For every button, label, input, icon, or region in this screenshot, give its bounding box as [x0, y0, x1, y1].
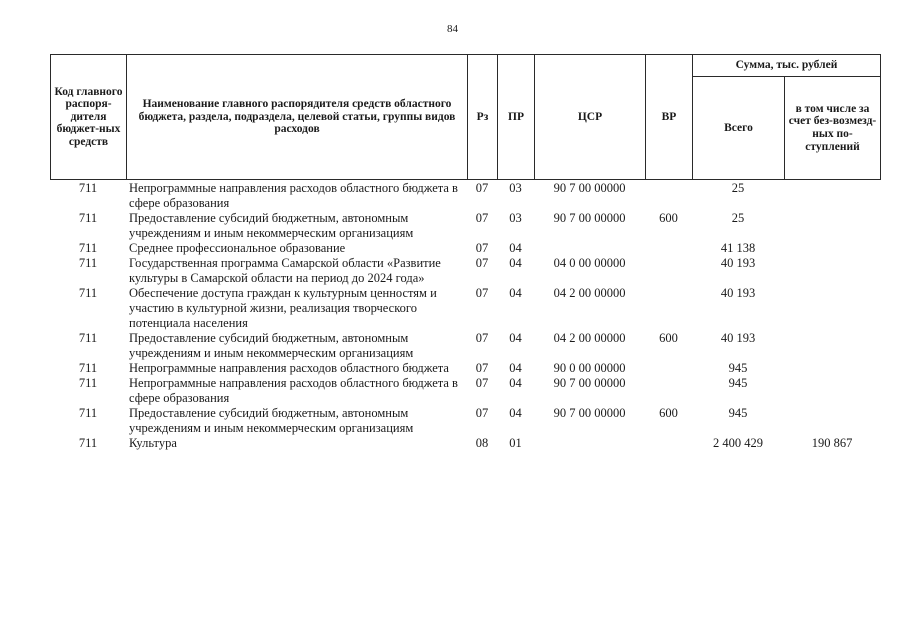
name-cell: Непрограммные направления расходов областного бюджета в сфере образования — [129, 181, 458, 210]
bez-cell — [784, 211, 880, 241]
kod-cell: 711 — [78, 286, 98, 300]
bez-cell — [784, 256, 880, 286]
bez-cell: 190 867 — [811, 436, 853, 450]
header-total: Всего — [693, 77, 785, 180]
header-name: Наименование главного распорядителя средств областного бюджета, раздела, подраздела, целевой статьи, группы видов расходов — [127, 55, 468, 180]
kod-cell: 711 — [78, 256, 98, 270]
total-cell: 40 193 — [720, 256, 756, 270]
rz-cell: 07 — [475, 286, 489, 300]
rz-cell: 07 — [475, 241, 489, 255]
bez-cell — [784, 361, 880, 376]
pr-cell: 03 — [509, 181, 522, 195]
total-cell: 945 — [728, 361, 748, 375]
name-cell: Предоставление субсидий бюджетным, автономным учреждениям и иным некоммерческим организациям — [129, 406, 414, 435]
kod-cell: 711 — [78, 181, 98, 195]
rz-cell: 07 — [475, 181, 489, 195]
vr-cell — [645, 436, 692, 451]
table-row — [50, 436, 880, 451]
header-kod: Код главного распоря-дителя бюджет-ных средств — [51, 55, 127, 180]
name-cell: Государственная программа Самарской области «Развитие культуры в Самарской области на период до 2024 года» — [129, 256, 441, 285]
kod-cell: 711 — [78, 241, 98, 255]
kod-cell: 711 — [78, 436, 98, 450]
vr-cell — [645, 181, 692, 211]
header-vr: ВР — [646, 55, 693, 180]
csr-cell — [534, 436, 645, 451]
vr-cell — [645, 241, 692, 256]
total-cell: 25 — [731, 181, 745, 195]
table-row — [50, 256, 880, 286]
rz-cell: 07 — [475, 331, 489, 345]
total-cell: 40 193 — [720, 331, 756, 345]
csr-cell: 90 0 00 00000 — [553, 361, 626, 375]
rz-cell: 07 — [475, 211, 489, 225]
rz-cell: 08 — [475, 436, 489, 450]
rz-cell: 07 — [475, 361, 489, 375]
kod-cell: 711 — [78, 376, 98, 390]
pr-cell: 04 — [509, 286, 522, 300]
total-cell: 40 193 — [720, 286, 756, 300]
total-cell: 41 138 — [720, 241, 756, 255]
pr-cell: 04 — [509, 361, 522, 375]
csr-cell: 04 2 00 00000 — [553, 331, 626, 345]
csr-cell: 90 7 00 00000 — [553, 211, 626, 225]
total-cell: 25 — [731, 211, 745, 225]
kod-cell: 711 — [78, 331, 98, 345]
page-number: 84 — [447, 23, 458, 35]
name-cell: Непрограммные направления расходов областного бюджета — [129, 361, 449, 375]
csr-cell: 90 7 00 00000 — [553, 406, 626, 420]
header-summa: Сумма, тыс. рублей — [693, 55, 881, 77]
vr-cell: 600 — [659, 211, 678, 225]
pr-cell: 04 — [509, 406, 522, 420]
pr-cell: 03 — [509, 211, 522, 225]
bez-cell — [784, 241, 880, 256]
pr-cell: 01 — [509, 436, 522, 450]
vr-cell: 600 — [659, 331, 678, 345]
vr-cell — [645, 286, 692, 331]
csr-cell: 90 7 00 00000 — [553, 181, 626, 195]
vr-cell — [645, 256, 692, 286]
rz-cell: 07 — [475, 256, 489, 270]
header-bez: в том числе за счет без-возмезд-ных по-ступлений — [785, 77, 881, 180]
total-cell: 2 400 429 — [713, 436, 763, 450]
name-cell: Культура — [129, 436, 177, 450]
pr-cell: 04 — [509, 256, 522, 270]
table-row — [50, 331, 880, 361]
name-cell: Среднее профессиональное образование — [129, 241, 346, 255]
vr-cell — [645, 376, 692, 406]
pr-cell: 04 — [509, 331, 522, 345]
table-row — [50, 361, 880, 376]
csr-cell: 04 2 00 00000 — [553, 286, 626, 300]
csr-cell — [534, 241, 645, 256]
pr-cell: 04 — [509, 241, 522, 255]
table-row — [50, 181, 880, 211]
csr-cell: 90 7 00 00000 — [553, 376, 626, 390]
kod-cell: 711 — [78, 361, 98, 375]
table-row — [50, 211, 880, 241]
table-row — [50, 286, 880, 331]
table-row — [50, 241, 880, 256]
total-cell: 945 — [728, 406, 748, 420]
header-csr: ЦСР — [535, 55, 646, 180]
vr-cell: 600 — [659, 406, 678, 420]
bez-cell — [784, 181, 880, 211]
rz-cell: 07 — [475, 406, 489, 420]
total-cell: 945 — [728, 376, 748, 390]
bez-cell — [784, 331, 880, 361]
table-body — [50, 181, 880, 451]
name-cell: Обеспечение доступа граждан к культурным ценностям и участию в культурной жизни, реализация творческого потенциала населения — [129, 286, 437, 330]
bez-cell — [784, 376, 880, 406]
csr-cell: 04 0 00 00000 — [553, 256, 626, 270]
header-rz: Рз — [468, 55, 498, 180]
bez-cell — [784, 406, 880, 436]
pr-cell: 04 — [509, 376, 522, 390]
header-pr: ПР — [498, 55, 535, 180]
kod-cell: 711 — [78, 211, 98, 225]
bez-cell — [784, 286, 880, 331]
vr-cell — [645, 361, 692, 376]
table-row — [50, 376, 880, 406]
name-cell: Предоставление субсидий бюджетным, автономным учреждениям и иным некоммерческим организациям — [129, 331, 414, 360]
kod-cell: 711 — [78, 406, 98, 420]
table-row — [50, 406, 880, 436]
name-cell: Предоставление субсидий бюджетным, автономным учреждениям и иным некоммерческим организациям — [129, 211, 414, 240]
name-cell: Непрограммные направления расходов областного бюджета в сфере образования — [129, 376, 458, 405]
rz-cell: 07 — [475, 376, 489, 390]
table-header — [50, 54, 881, 180]
